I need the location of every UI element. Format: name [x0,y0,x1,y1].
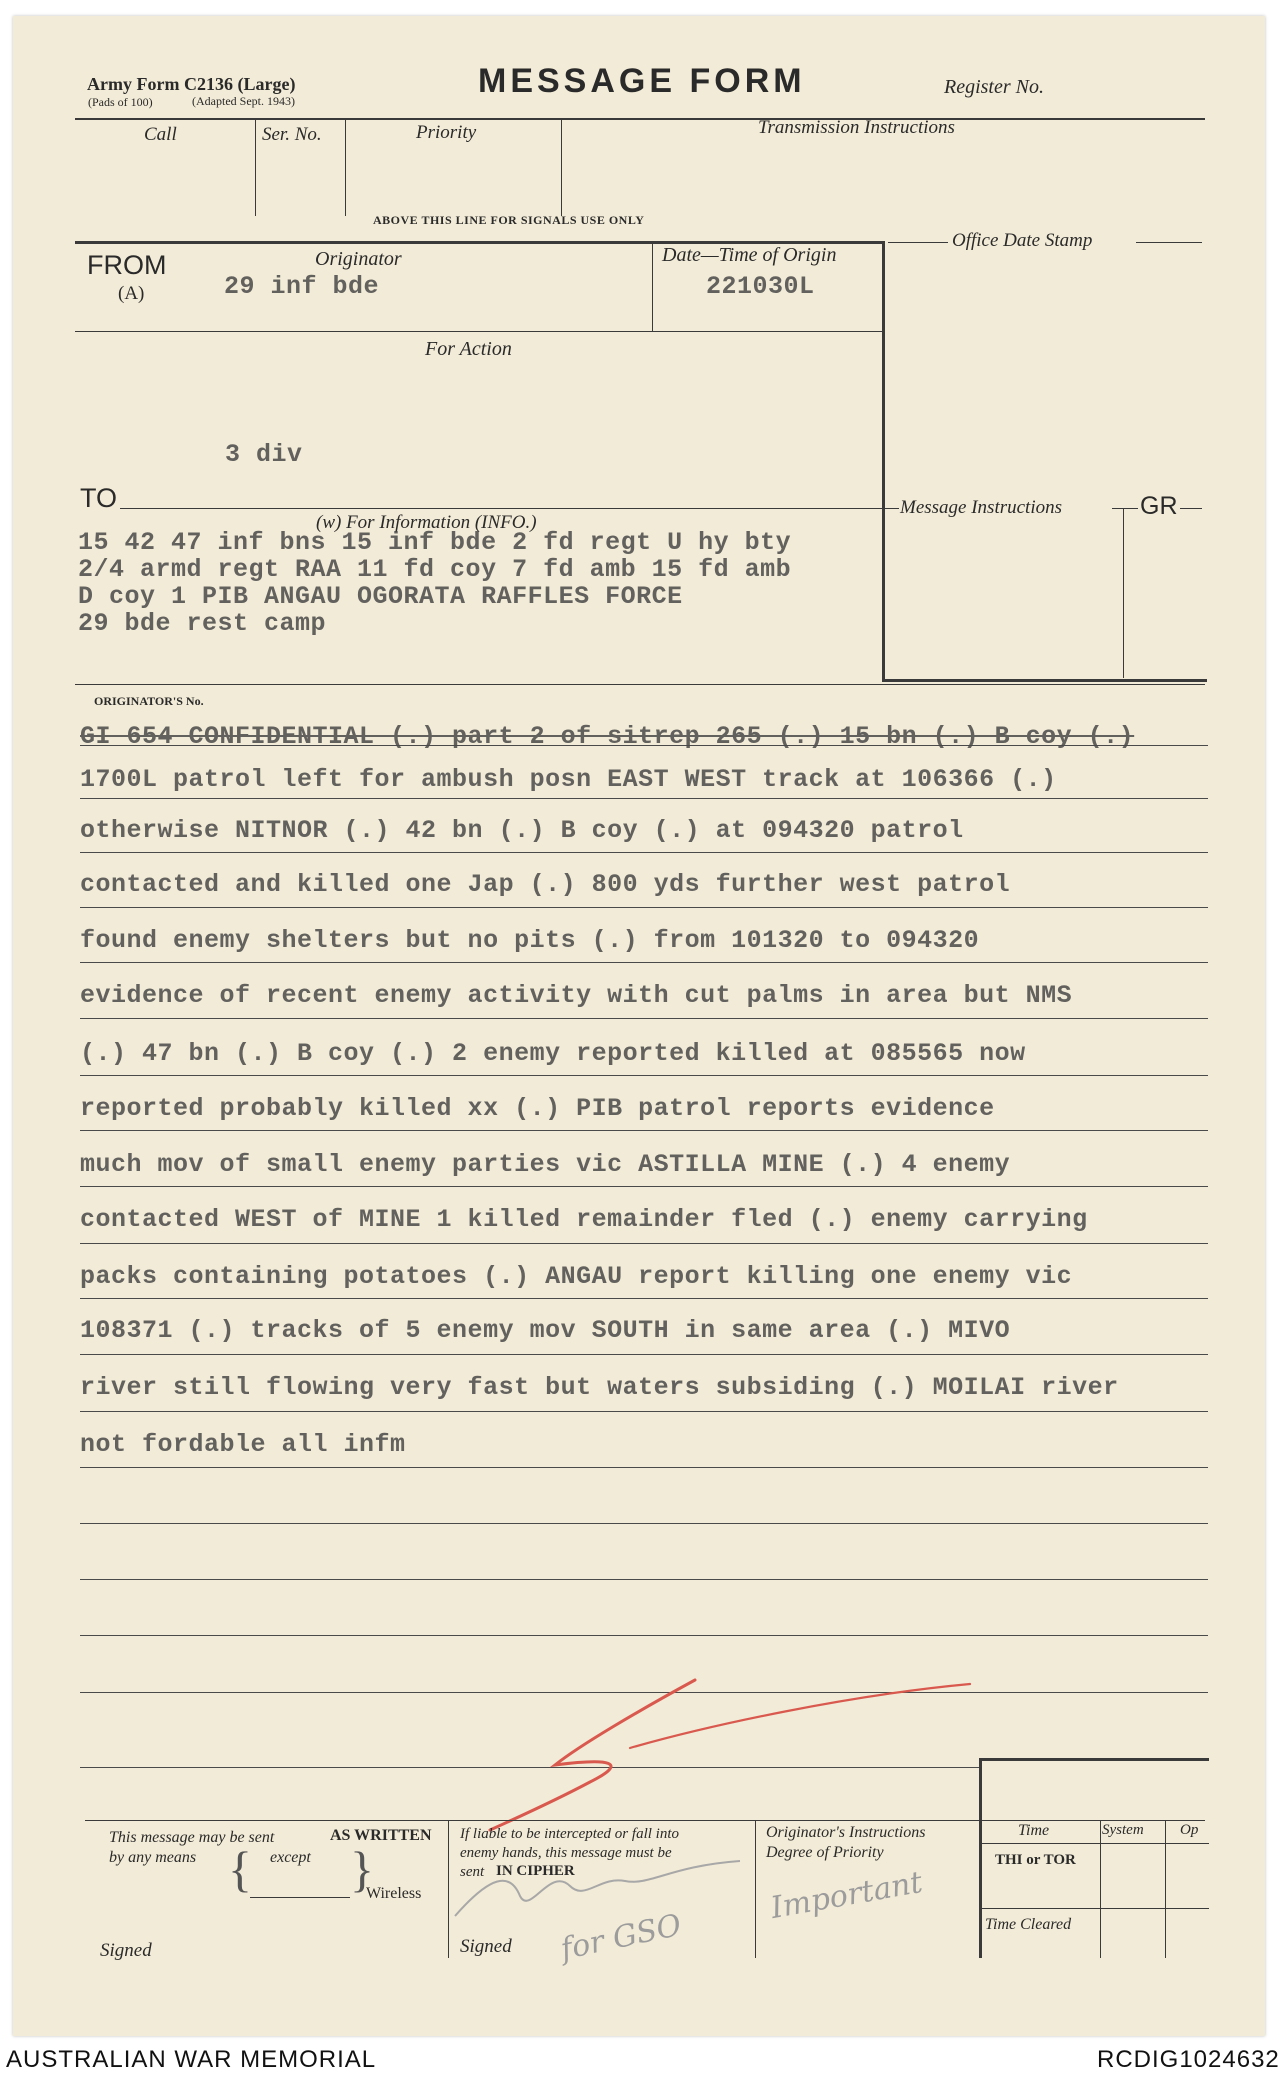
message-line-11: packs containing potatoes (.) ANGAU report killing one enemy vic [80,1262,1073,1291]
ruled-line [80,852,1208,853]
ruled-line [80,1411,1208,1412]
message-line-4: contacted and killed one Jap (.) 800 yds further west patrol [80,870,1011,899]
office-date-stamp-label: Office Date Stamp [952,230,1093,251]
pads-note: (Pads of 100) [88,95,153,109]
ruled-line [80,1354,1208,1355]
from-box-right [882,241,885,682]
ruled-line [80,907,1208,908]
msg-instr-rule-mid [1112,508,1138,509]
info-line-3: D coy 1 PIB ANGAU OGORATA RAFFLES FORCE [78,582,683,611]
time-box-top [980,1758,1209,1761]
system-label: System [1102,1822,1144,1838]
message-line-10: contacted WEST of MINE 1 killed remainder fled (.) enemy carrying [80,1205,1088,1234]
date-time-label: Date—Time of Origin [662,244,837,266]
for-action-value: 3 div [225,440,303,469]
time-cleared-label: Time Cleared [985,1916,1072,1933]
signals-divider-3 [561,118,562,216]
originators-instructions-label: Originator's Instructions [766,1824,926,1841]
op-label: Op [1180,1822,1199,1838]
bottom-divider-3 [1100,1820,1101,1958]
ruled-line [80,1635,1208,1636]
liable-note-2: enemy hands, this message must be [460,1845,672,1861]
ruled-line [80,1130,1208,1131]
as-written-label: AS WRITTEN [330,1827,432,1844]
gr-rule-right [1180,508,1202,509]
left-brace: { [228,1841,252,1897]
to-label: TO [80,483,118,513]
header-rule [75,118,1205,120]
bottom-divider-2 [755,1820,756,1958]
info-line-1: 15 42 47 inf bns 15 inf bde 2 fd regt U hy bty [78,528,792,557]
transmission-instructions-label: Transmission Instructions [758,117,955,138]
form-name: Army Form C2136 (Large) [87,74,296,94]
message-line-8: reported probably killed xx (.) PIB patrol reports evidence [80,1094,995,1123]
ruled-line [80,1298,1208,1299]
time-label: Time [1018,1822,1050,1839]
from-box-bottom [75,331,885,332]
stamp-rule-left [888,242,948,243]
wireless-label: Wireless [366,1885,422,1902]
signature-scribble [450,1856,750,1926]
register-no-label: Register No. [944,76,1044,98]
ruled-line [80,1467,1208,1468]
bottom-box-top [85,1820,1205,1821]
right-brace: } [350,1841,374,1897]
thi-tor-label: THI or TOR [995,1852,1076,1868]
date-divider [652,241,653,331]
footer-record-id: RCDIG1024632 [1097,2046,1280,2073]
for-action-label: For Action [425,338,512,360]
signals-divider-1 [255,118,256,216]
message-line-6: evidence of recent enemy activity with cut palms in area but NMS [80,981,1073,1010]
time-mid-rule [980,1908,1209,1909]
stamp-rule-right [1136,242,1202,243]
ruled-line [80,745,1208,746]
info-line-4: 29 bde rest camp [78,609,327,638]
message-line-14: not fordable all infm [80,1430,406,1459]
handwritten-priority: Important [768,1864,926,1927]
message-line-12: 108371 (.) tracks of 5 enemy mov SOUTH in same area (.) MIVO [80,1316,1011,1345]
ruled-line [80,962,1208,963]
ruled-line [80,1075,1208,1076]
for-information-label: (w) For Information (INFO.) [316,512,537,533]
except-line [250,1897,350,1898]
adapted-note: (Adapted Sept. 1943) [192,94,295,108]
time-box-left [979,1758,982,1958]
msg-instr-rule-left [885,508,899,509]
ruled-line [80,1523,1208,1524]
gr-label: GR [1140,492,1178,520]
liable-note-3: sent [460,1864,485,1880]
originator-label: Originator [315,248,402,270]
ruled-line [80,1579,1208,1580]
message-instructions-label: Message Instructions [900,497,1063,518]
degree-of-priority-label: Degree of Priority [766,1844,884,1861]
ruled-line [80,1243,1208,1244]
ruled-line [80,1018,1208,1019]
to-box-bottom [75,684,1205,685]
ruled-line [80,798,1208,799]
ruled-line [80,1186,1208,1187]
message-line-13: river still flowing very fast but waters subsiding (.) MOILAI river [80,1373,1119,1402]
message-line-1: GI 654 CONFIDENTIAL (.) part 2 of sitrep 265 (.) 15 bn (.) B coy (.) [80,722,1135,751]
signals-divider-2 [345,118,346,216]
ser-no-label: Ser. No. [262,124,322,145]
message-line-7: (.) 47 bn (.) B coy (.) 2 enemy reported killed at 085565 now [80,1039,1026,1068]
from-label: FROM [87,250,167,280]
gr-divider [1123,508,1124,678]
time-header-rule [980,1843,1209,1844]
bottom-divider-4 [1165,1820,1166,1958]
form-title: MESSAGE FORM [478,62,806,100]
originators-no-label: ORIGINATOR'S No. [94,694,204,708]
except-label: except [270,1849,311,1866]
sent-note-1: This message may be sent [109,1829,275,1846]
from-a-label: (A) [118,283,145,304]
call-label: Call [144,124,177,145]
message-line-5: found enemy shelters but no pits (.) from 101320 to 094320 [80,926,980,955]
instructions-box-bottom [882,679,1207,682]
liable-note-1: If liable to be intercepted or fall into [460,1826,679,1842]
signed-left-label: Signed [100,1940,152,1961]
to-line [120,508,882,509]
originator-value: 29 inf bde [224,272,380,301]
red-pencil-mark [470,1670,990,1840]
footer-archive-name: AUSTRALIAN WAR MEMORIAL [6,2046,377,2073]
in-cipher-label: IN CIPHER [496,1863,575,1879]
date-time-value: 221030L [706,272,815,301]
message-line-2: 1700L patrol left for ambush posn EAST WEST track at 106366 (.) [80,765,1057,794]
message-line-9: much mov of small enemy parties vic ASTILLA MINE (.) 4 enemy [80,1150,1011,1179]
bottom-divider-1 [448,1820,449,1958]
sent-note-2: by any means [109,1849,197,1866]
info-line-2: 2/4 armd regt RAA 11 fd coy 7 fd amb 15 fd amb [78,555,792,584]
signals-use-note: ABOVE THIS LINE FOR SIGNALS USE ONLY [373,213,645,227]
handwritten-signature: for GSO [557,1907,685,1968]
signed-mid-label: Signed [460,1936,512,1957]
priority-label: Priority [416,122,477,143]
message-line-3: otherwise NITNOR (.) 42 bn (.) B coy (.) at 094320 patrol [80,816,964,845]
